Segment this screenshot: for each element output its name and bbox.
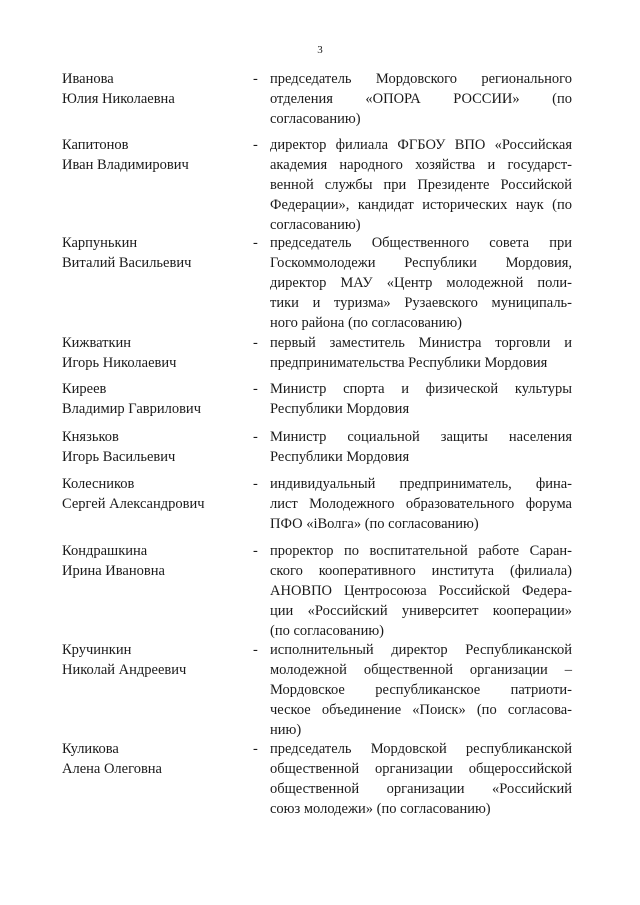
member-position bbox=[270, 739, 572, 819]
member-name bbox=[62, 640, 252, 680]
member-name bbox=[62, 739, 252, 779]
position-line: директор филиала ФГБОУ ВПО «Российская bbox=[270, 137, 572, 153]
position-line: ции «Российский университет кооперации» bbox=[270, 603, 572, 619]
position-line: тики и туризма» Рузаевского муниципаль- bbox=[270, 295, 572, 311]
position-line: председатель Мордовского регионального bbox=[270, 71, 572, 87]
member-position bbox=[270, 379, 572, 419]
member-position bbox=[270, 333, 572, 373]
member-position bbox=[270, 541, 572, 641]
dash-separator: - bbox=[253, 71, 258, 87]
member-position bbox=[270, 233, 572, 333]
member-position bbox=[270, 640, 572, 740]
dash-separator: - bbox=[253, 642, 258, 658]
member-name bbox=[62, 333, 252, 373]
position-line: отделения «ОПОРА РОССИИ» (по bbox=[270, 91, 572, 107]
member-given-names: Иван Владимирович bbox=[62, 157, 189, 173]
member-given-names: Игорь Николаевич bbox=[62, 355, 177, 371]
member-name bbox=[62, 69, 252, 109]
dash-separator: - bbox=[253, 235, 258, 251]
member-name bbox=[62, 135, 252, 175]
position-line: ПФО «iВолга» (по согласованию) bbox=[270, 516, 479, 532]
position-line: лист Молодежного образовательного форума bbox=[270, 496, 572, 512]
page-number: 3 bbox=[317, 44, 323, 56]
member-name bbox=[62, 427, 252, 467]
member-name bbox=[62, 541, 252, 581]
dash-separator: - bbox=[253, 137, 258, 153]
member-given-names: Игорь Васильевич bbox=[62, 449, 176, 465]
member-surname: Капитонов bbox=[62, 137, 129, 153]
member-surname: Кручинкин bbox=[62, 642, 132, 658]
member-given-names: Николай Андреевич bbox=[62, 662, 187, 678]
position-line: АНОВПО Центросоюза Российской Федера- bbox=[270, 583, 572, 599]
position-line: ского кооперативного института (филиала) bbox=[270, 563, 572, 579]
member-name bbox=[62, 379, 252, 419]
member-given-names: Юлия Николаевна bbox=[62, 91, 175, 107]
position-line: первый заместитель Министра торговли и bbox=[270, 335, 572, 351]
position-line: согласованию) bbox=[270, 217, 361, 233]
member-surname: Киреев bbox=[62, 381, 107, 397]
member-position bbox=[270, 427, 572, 467]
member-given-names: Ирина Ивановна bbox=[62, 563, 165, 579]
member-surname: Карпунькин bbox=[62, 235, 138, 251]
position-line: предпринимательства Республики Мордовия bbox=[270, 355, 548, 371]
dash-separator: - bbox=[253, 476, 258, 492]
member-name bbox=[62, 233, 252, 273]
member-given-names: Сергей Александрович bbox=[62, 496, 205, 512]
member-surname: Куликова bbox=[62, 741, 119, 757]
position-line: согласованию) bbox=[270, 111, 361, 127]
position-line: проректор по воспитательной работе Саран- bbox=[270, 543, 572, 559]
dash-separator: - bbox=[253, 335, 258, 351]
position-line: Республики Мордовия bbox=[270, 401, 410, 417]
position-line: молодежной общественной организации – bbox=[270, 662, 572, 678]
position-line: индивидуальный предприниматель, фина- bbox=[270, 476, 572, 492]
dash-separator: - bbox=[253, 429, 258, 445]
position-line: исполнительный директор Республиканской bbox=[270, 642, 572, 658]
member-name bbox=[62, 474, 252, 514]
position-line: директор МАУ «Центр молодежной поли- bbox=[270, 275, 572, 291]
member-given-names: Виталий Васильевич bbox=[62, 255, 192, 271]
dash-separator: - bbox=[253, 543, 258, 559]
position-line: (по согласованию) bbox=[270, 623, 384, 639]
position-line: академия народного хозяйства и государст- bbox=[270, 157, 572, 173]
position-line: Министр спорта и физической культуры bbox=[270, 381, 572, 397]
member-surname: Кижваткин bbox=[62, 335, 132, 351]
position-line: Госкоммолодежи Республики Мордовия, bbox=[270, 255, 572, 271]
position-line: ческое объединение «Поиск» (по согласова- bbox=[270, 702, 572, 718]
position-line: председатель Мордовской республиканской bbox=[270, 741, 572, 757]
member-surname: Кондрашкина bbox=[62, 543, 148, 559]
position-line: председатель Общественного совета при bbox=[270, 235, 572, 251]
position-line: ного района (по согласованию) bbox=[270, 315, 462, 331]
member-surname: Иванова bbox=[62, 71, 114, 87]
dash-separator: - bbox=[253, 381, 258, 397]
position-line: Федерации», кандидат исторических наук (по bbox=[270, 197, 572, 213]
member-surname: Колесников bbox=[62, 476, 135, 492]
member-position bbox=[270, 135, 572, 235]
position-line: нию) bbox=[270, 722, 302, 738]
member-given-names: Алена Олеговна bbox=[62, 761, 162, 777]
dash-separator: - bbox=[253, 741, 258, 757]
position-line: союз молодежи» (по согласованию) bbox=[270, 801, 491, 817]
member-given-names: Владимир Гаврилович bbox=[62, 401, 201, 417]
position-line: Республики Мордовия bbox=[270, 449, 410, 465]
position-line: общественной организации «Российский bbox=[270, 781, 572, 797]
member-position bbox=[270, 69, 572, 129]
position-line: Министр социальной защиты населения bbox=[270, 429, 572, 445]
position-line: общественной организации общероссийской bbox=[270, 761, 572, 777]
position-line: венной службы при Президенте Российской bbox=[270, 177, 572, 193]
member-surname: Князьков bbox=[62, 429, 119, 445]
member-position bbox=[270, 474, 572, 534]
position-line: Мордовское республиканское патриоти- bbox=[270, 682, 572, 698]
